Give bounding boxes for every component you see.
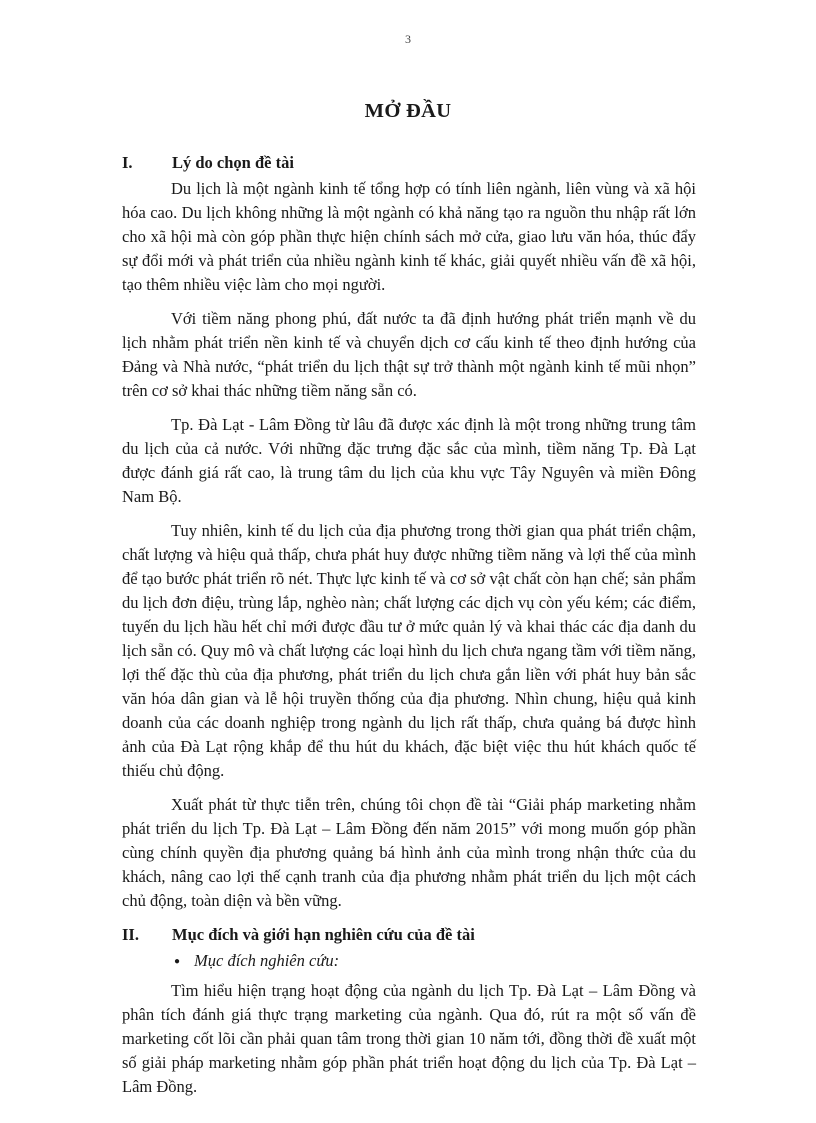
page-number: 3 bbox=[405, 32, 411, 46]
paragraph: Xuất phát từ thực tiễn trên, chúng tôi chọn đề tài “Giải pháp marketing nhằm phát triển du lịch Tp. Đà Lạt – Lâm Đồng đến năm 2015” với mong muốn góp phần cùng chính quyền địa phương quảng bá hình ảnh của mình trong nhận thức của du khách, nâng cao lợi thế cạnh tranh của địa phương nhằm phát triển du lịch một cách chủ động, toàn diện và bền vững. bbox=[122, 795, 696, 910]
document-body bbox=[122, 151, 696, 1109]
bullet-icon: ● bbox=[174, 956, 181, 967]
section-heading-2 bbox=[122, 923, 696, 947]
bullet-label: Mục đích nghiên cứu: bbox=[194, 951, 340, 970]
section-title: Mục đích và giới hạn nghiên cứu của đề tài bbox=[172, 925, 475, 944]
paragraph: Tìm hiểu hiện trạng hoạt động của ngành du lịch Tp. Đà Lạt – Lâm Đồng và phân tích đánh giá thực trạng marketing của ngành. Qua đó, rút ra một số vấn đề marketing cốt lõi cần phải quan tâm trong thời gian 10 năm tới, đồng thời đề xuất một số giải pháp marketing nhằm góp phần phát triển hoạt động du lịch của Tp. Đà Lạt – Lâm Đồng. bbox=[122, 981, 696, 1096]
section-number: I. bbox=[122, 153, 133, 172]
bullet-item bbox=[174, 949, 696, 976]
paragraph: Tuy nhiên, kinh tế du lịch của địa phương trong thời gian qua phát triển chậm, chất lượng và hiệu quả thấp, chưa phát huy được những tiềm năng và lợi thế của mình để tạo bước phát triển rõ nét. Thực lực kinh tế và cơ sở vật chất còn hạn chế; sản phẩm du lịch đơn điệu, trùng lắp, nghèo nàn; chất lượng các dịch vụ còn yếu kém; các điểm, tuyến du lịch hầu hết chỉ mới được đầu tư ở mức quản lý và khai thác các địa danh du lịch sẵn có. Quy mô và chất lượng các loại hình du lịch chưa ngang tầm với tiềm năng, lợi thế đặc thù của địa phương, phát triển du lịch chưa gắn liền với phát huy bản sắc văn hóa dân gian và lễ hội truyền thống của địa phương. Nhìn chung, hiệu quả kinh doanh của các doanh nghiệp trong ngành du lịch rất thấp, chưa quảng bá được hình ảnh của Đà Lạt rộng khắp để thu hút du khách, đặc biệt việc thu hút khách quốc tế thiếu chủ động. bbox=[122, 521, 696, 780]
section-heading-1 bbox=[122, 151, 696, 175]
paragraph: Với tiềm năng phong phú, đất nước ta đã định hướng phát triển mạnh về du lịch nhằm phát triển nền kinh tế và chuyển dịch cơ cấu kinh tế theo định hướng của Đảng và Nhà nước, “phát triển du lịch thật sự trở thành một ngành kinh tế mũi nhọn” trên cơ sở khai thác những tiềm năng sẵn có. bbox=[122, 309, 696, 400]
page-title: MỞ ĐẦU bbox=[364, 100, 452, 122]
paragraph: Tp. Đà Lạt - Lâm Đồng từ lâu đã được xác định là một trong những trung tâm du lịch của cả nước. Với những đặc trưng đặc sắc của mình, tiềm năng Tp. Đà Lạt được đánh giá rất cao, là trung tâm du lịch của khu vực Tây Nguyên và miền Đông Nam Bộ. bbox=[122, 415, 696, 506]
paragraph: Du lịch là một ngành kinh tế tổng hợp có tính liên ngành, liên vùng và xã hội hóa cao. Du lịch không những là một ngành có khả năng tạo ra nguồn thu nhập rất lớn cho xã hội mà còn góp phần thực hiện chính sách mở cửa, giao lưu văn hóa, thúc đẩy sự đổi mới và phát triển của nhiều ngành kinh tế khác, giải quyết nhiều vấn đề xã hội, tạo thêm nhiều việc làm cho mọi người. bbox=[122, 179, 696, 294]
section-title: Lý do chọn đề tài bbox=[172, 153, 294, 172]
section-number: II. bbox=[122, 925, 139, 944]
